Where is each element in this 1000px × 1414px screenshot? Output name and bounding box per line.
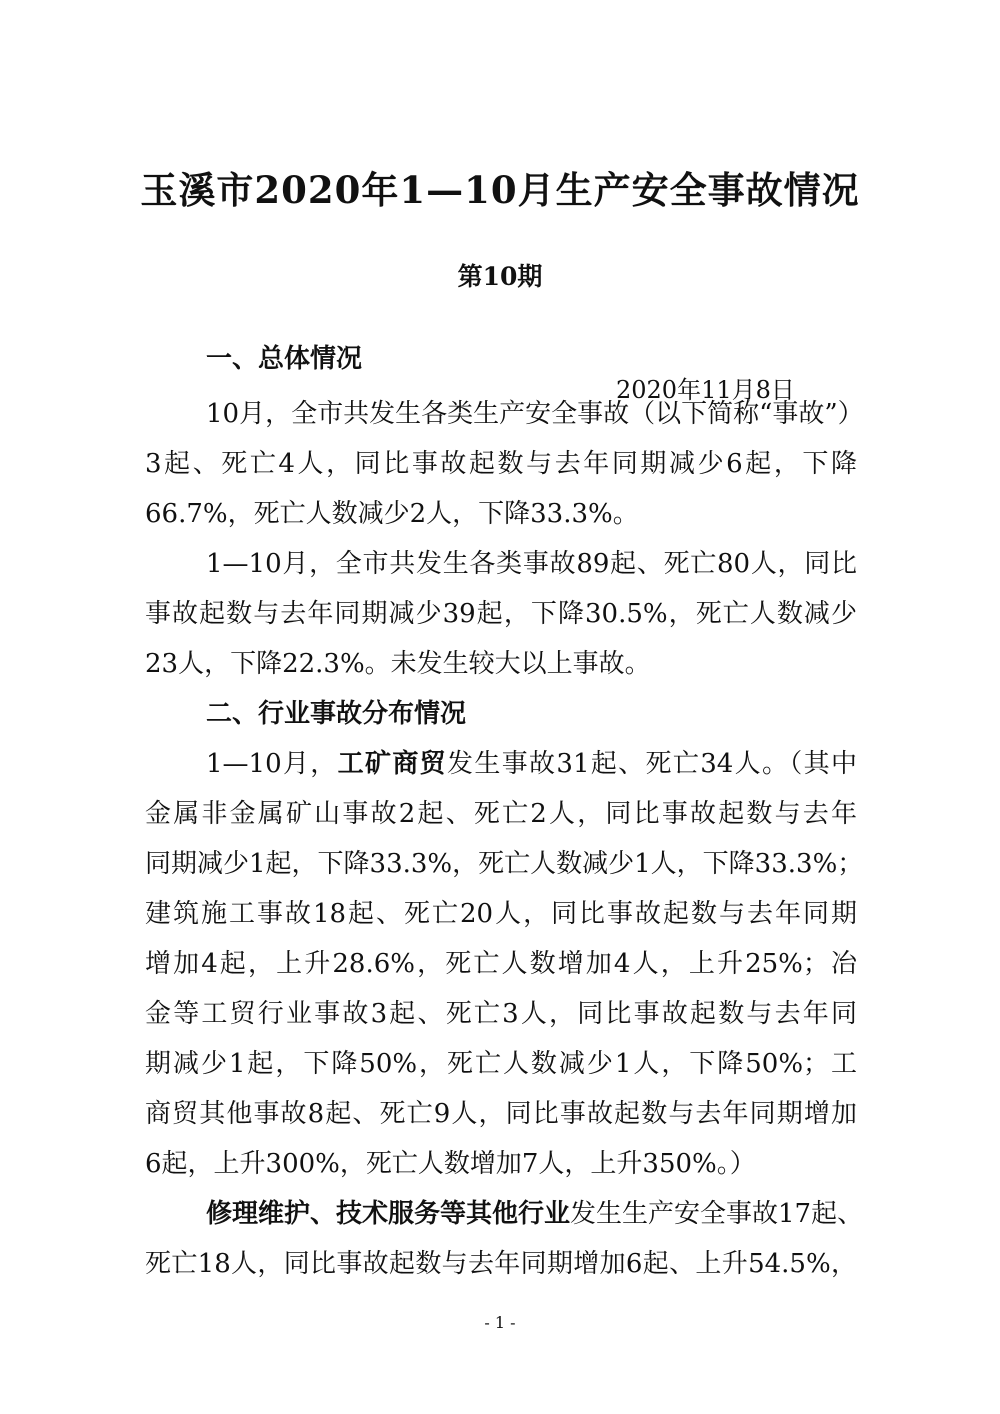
- industry-name-bold: 修理维护、技术服务等其他行业: [206, 1199, 571, 1229]
- paragraph-text: 发生事故31起、死亡34人。（其中: [447, 749, 857, 779]
- paragraph-line: 1—10月，全市共发生各类事故89起、死亡80人，同比: [206, 549, 857, 579]
- paragraph-line: 增加4起，上升28.6%，死亡人数增加4人，上升25%；冶: [145, 949, 857, 979]
- document-title: 玉溪市2020年1—10月生产安全事故情况: [140, 168, 860, 212]
- section-heading-overall: 一、总体情况: [206, 344, 363, 374]
- paragraph-line: 死亡18人，同比事故起数与去年同期增加6起、上升54.5%，: [145, 1249, 857, 1279]
- paragraph-line: [206, 1193, 864, 1230]
- paragraph-line: 商贸其他事故8起、死亡9人，同比事故起数与去年同期增加: [145, 1099, 857, 1129]
- page-number: - 1 -: [484, 1313, 516, 1332]
- document-date: 2020年11月8日: [616, 376, 795, 404]
- paragraph-line: 66.7%，死亡人数减少2人，下降33.3%。: [145, 499, 639, 529]
- paragraph-line: 10月，全市共发生各类生产安全事故（以下简称“事故”）: [206, 399, 864, 429]
- section-heading-industry: 二、行业事故分布情况: [206, 699, 467, 729]
- paragraph-line: 期减少1起，下降50%，死亡人数减少1人，下降50%；工: [145, 1049, 857, 1079]
- paragraph-line: 23人，下降22.3%。未发生较大以上事故。: [145, 649, 651, 679]
- paragraph-line: [206, 743, 857, 780]
- paragraph-line: 3起、死亡4人，同比事故起数与去年同期减少6起，下降: [145, 449, 857, 479]
- paragraph-line: 事故起数与去年同期减少39起，下降30.5%，死亡人数减少: [145, 599, 857, 629]
- industry-name-bold: 工矿商贸: [337, 749, 448, 779]
- paragraph-line: 金等工贸行业事故3起、死亡3人，同比事故起数与去年同: [145, 999, 857, 1029]
- paragraph-line: 同期减少1起，下降33.3%，死亡人数减少1人，下降33.3%；: [145, 849, 864, 879]
- issue-number: 第10期: [457, 262, 543, 291]
- paragraph-line: 6起，上升300%，死亡人数增加7人，上升350%。）: [145, 1149, 756, 1179]
- paragraph-line: 建筑施工事故18起、死亡20人，同比事故起数与去年同期: [145, 899, 857, 929]
- paragraph-line: 金属非金属矿山事故2起、死亡2人，同比事故起数与去年: [145, 799, 857, 829]
- paragraph-text: 1—10月，: [206, 749, 338, 779]
- paragraph-text: 发生生产安全事故17起、: [570, 1199, 864, 1229]
